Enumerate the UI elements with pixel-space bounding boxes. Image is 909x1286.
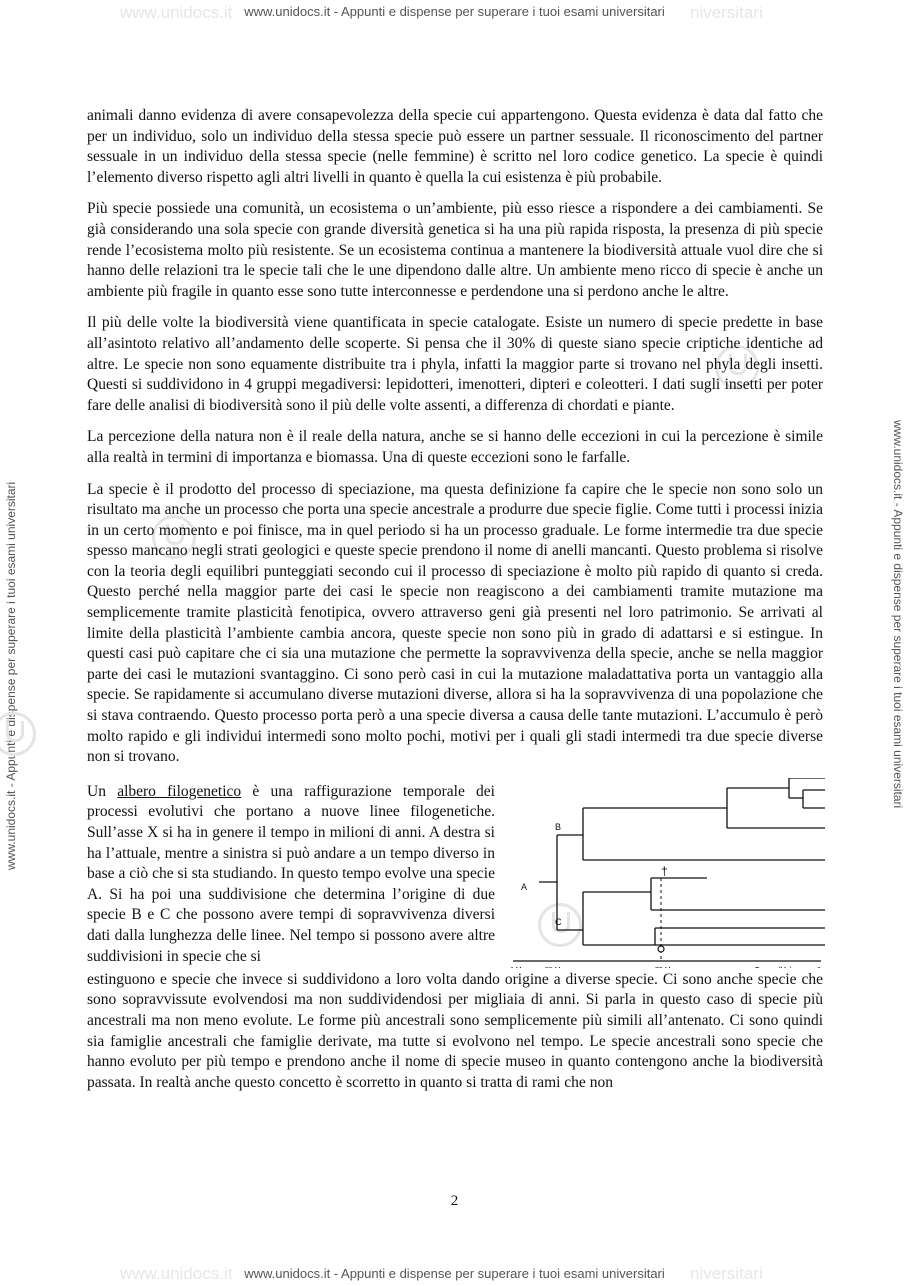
footer-ghost-left: www.unidocs.it <box>120 1264 233 1283</box>
document-body <box>87 106 823 1104</box>
paragraph: estinguono e specie che invece si suddividono a loro volta dando origine a diverse specie. Ci sono anche specie che sono sopravvissute evolvendosi ma non suddividendosi per migliaia di anni. Si parla in questo caso di specie più ancestrali ma non meno evolute. Le forme più ancestrali sono semplicemente più simili all’antenato. Ci sono quindi sia famiglie ancestrali che famiglie derivate, ma tutte si evolvono nel tempo. Le specie ancestrali sono specie che hanno evoluto per più tempo e prendono anche il nome di specie museo in quanto contengono anche la biodiversità passata. In realtà anche questo concetto è scorretto in quanto si tratta di rami che non <box>87 970 823 1091</box>
axis-tick-100 <box>511 967 525 968</box>
paragraph: La specie è il prodotto del processo di speciazione, ma questa definizione fa capire che le specie non sono solo un risultato ma anche un processo che porta una specie ancestrale a produrre due specie figlie. Come tutti i processi inizia in un certo momento e poi finisce, ma in quel periodo si ha un processo graduale. Le forme intermedie tra due specie spesso mancano negli strati geologici e queste specie prendono il nome di anelli mancanti. Questo problema si risolve con la teoria degli equilibri punteggiati secondo cui il processo di speciazione è molto più rapido di quanto si creda. Questo perché nella maggior parte dei casi le specie non reagiscono a dei cambiamenti tramite mutazione ma semplicemente tramite plasticità fenotipica, ovvero attraverso geni già presenti nel loro patrimonio. Se arrivati al limite della plasticità l’ambiente cambia ancora, queste specie non sono più in grado di adattarsi e si estingue. In questi casi può capitare che ci sia una mutazione che permette la sopravvivenza della specie, anche se nella maggior parte dei casi le mutazioni svantaggino. Ci sono però casi in cui la mutazione maladattativa porta un vantaggio alla specie. Se rapidamente si accumulano diverse mutazioni diverse, allora si ha la sopravvivenza di una popolazione che si stava contraendo. Questo processo porta però a una specie diversa a causa delle tante mutazioni. L’accumulo è però molto rapido e gli individui intermedi sono molto pochi, motivi per i quali gli stadi intermedi tra due specie diverse non si trovano. <box>87 480 823 766</box>
tree-paragraph: Un albero filogenetico è una raffigurazione temporale dei processi evolutivi che portano a nuove linee filogenetiche. Sull’asse X si ha in genere il tempo in milioni di anni. A destra si ha l’attuale, mentre a sinistra si può andare a un tempo diverso in base a ciò che si sta studiando. In questo tempo evolve una specie A. Si ha poi una suddivisione che determina l’origine di due specie B e C che possono avere tempi di sopravvivenza diversi dati dalla lunghezza delle linee. Nel tempo si possono avere altre suddivisioni in specie che si <box>87 782 495 965</box>
paragraph: animali danno evidenza di avere consapevolezza della specie cui appartengono. Questa evidenza è data dal fatto che per un individuo, solo un individuo della stessa specie può essere un partner sessuale. Il riconoscimento del partner sessuale in un individuo della stessa specie (nelle femmine) è scritto nel loro codice genetico. La specie è quindi l’elemento diverso rispetto agli altri livelli in quanto è quella la cui esistenza è più probabile. <box>87 107 823 186</box>
watermark-logo-icon <box>0 712 36 756</box>
axis-tick-70 <box>655 967 675 968</box>
header-banner[interactable]: www.unidocs.it - Appunti e dispense per superare i tuoi esami universitari <box>244 4 665 19</box>
axis-label <box>755 967 792 968</box>
phylogenetic-tree-figure <box>511 778 827 968</box>
header-ghost-left: www.unidocs.it <box>120 3 233 22</box>
node-b-label: B <box>555 821 562 832</box>
node-c-label: C <box>555 916 562 927</box>
paragraph: Più specie possiede una comunità, un ecosistema o un’ambiente, più esso riesce a rispondere a dei cambiamenti. Se già considerando una sola specie con grande diversità genetica si ha una più rapida risposta, la presenza di più specie rende l’ecosistema molto più resistente. Se un ecosistema continua a mantenere la biodiversità attuale vuol dire che si hanno delle relazioni tra le specie tali che le une dipendono dalle altre. Un ambiente meno ricco di specie è anche un ambiente più fragile in quanto esse sono tutte interconnesse e perdendone una si perdono anche le altre. <box>87 200 823 300</box>
node-a-label: A <box>521 881 528 892</box>
footer-banner[interactable]: www.unidocs.it - Appunti e dispense per superare i tuoi esami universitari <box>244 1266 665 1281</box>
axis-tick-95 <box>545 967 565 968</box>
sidebar-right-watermark: www.unidocs.it - Appunti e dispense per superare i tuoi esami universitari <box>891 420 905 809</box>
phylogenetic-tree-section <box>87 782 823 970</box>
paragraph: Il più delle volte la biodiversità viene quantificata in specie catalogate. Esiste un numero di specie predette in base all’asintoto relativo all’andamento delle scoperte. Si pensa che il 30% di queste siano specie criptiche identiche ad altre. Le specie non sono equamente distribuite tra i phyla, infatti la maggior parte si trovano nel phyla degli insetti. Questi si suddividono in 4 gruppi megadiversi: lepidotteri, imenotteri, dipteri e coleotteri. I dati sugli insetti per poter fare delle analisi di biodiversità sono il più delle volte assenti, a differenza di chordati e piante. <box>87 314 823 414</box>
axis-tick-0 <box>817 967 821 968</box>
page-number: 2 <box>450 1193 459 1209</box>
header-ghost-right: niversitari <box>690 3 763 22</box>
sidebar-left-watermark: www.unidocs.it - Appunti e dispense per superare i tuoi esami universitari <box>4 481 18 870</box>
paragraph: La percezione della natura non è il reale della natura, anche se si hanno delle eccezioni in cui la percezione è simile alla realtà in termini di importanza e biomassa. Una di queste eccezioni sono le farfalle. <box>87 428 823 466</box>
albero-filogenetico-link[interactable]: albero filogenetico <box>117 782 242 800</box>
footer-ghost-right: niversitari <box>690 1264 763 1283</box>
extinct-mark: † <box>661 863 668 878</box>
